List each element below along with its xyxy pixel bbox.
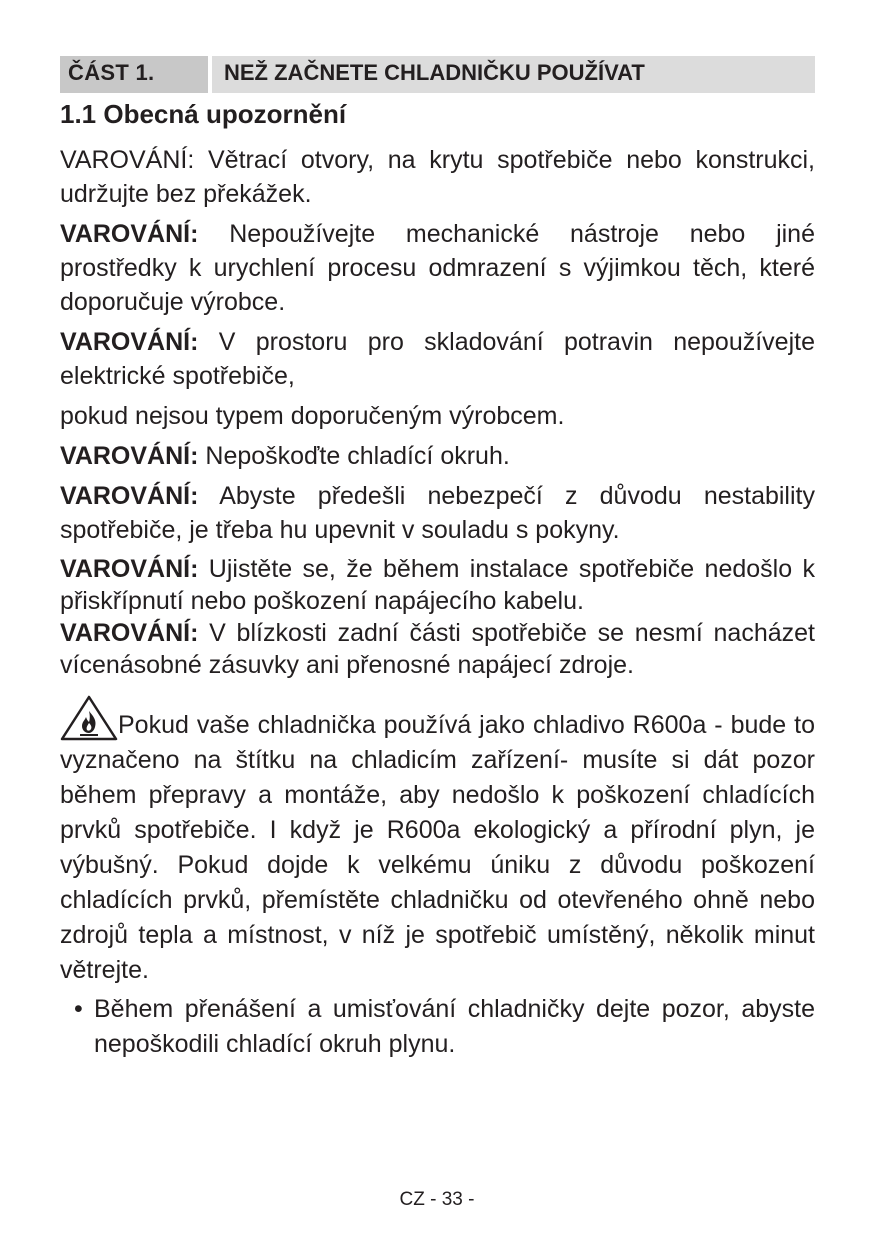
warning-text: Větrací otvory, na krytu spotřebiče nebo konstrukci, udržujte bez překážek. — [60, 146, 815, 208]
warning-text: Ujistěte se, že během instalace spotřebiče nedošlo k přiskřípnutí nebo poškození napájecího kabelu. — [60, 555, 815, 615]
flammable-refrigerant-notice — [60, 695, 815, 988]
hazard-text: Pokud vaše chladnička používá jako chladivo R600a - bude to vyznačeno na štítku na chladicím zařízení- musíte si dát pozor během přepravy a montáže, aby nedošlo k poškození chladících prvků spotřebiče. I když je R600a ekologický a přírodní plyn, je výbušný. Pokud dojde k velkému úniku z důvodu poškození chladících prvků, přemístěte chladničku od otevřeného ohně nebo zdrojů tepla a místnost, v níž je spotřebič umístěný, několik minut větrejte. — [60, 711, 815, 984]
warning-label: VAROVÁNÍ: — [60, 146, 195, 174]
warning-defrost — [60, 217, 815, 319]
list-item — [60, 992, 815, 1062]
warning-refrigerant-circuit — [60, 439, 815, 473]
warning-power-cable — [60, 553, 815, 617]
warning-stability — [60, 479, 815, 547]
bullet-text: Během přenášení a umisťování chladničky dejte pozor, abyste nepoškodili chladící okruh plynu. — [94, 995, 815, 1058]
section-heading: 1.1 Obecná upozornění — [60, 99, 347, 129]
warning-text: V prostoru pro skladování potravin nepoužívejte elektrické spotřebiče, — [60, 328, 815, 390]
bullet-marker: • — [74, 995, 83, 1023]
flammable-warning-icon — [60, 695, 118, 741]
document-page — [60, 56, 815, 1062]
chapter-header — [60, 56, 815, 93]
warning-vents — [60, 143, 815, 211]
warning-text: V blízkosti zadní části spotřebiče se nesmí nacházet vícenásobné zásuvky ani přenosné napájecí zdroje. — [60, 619, 815, 679]
warning-text: Nepoužívejte mechanické nástroje nebo jiné prostředky k urychlení procesu odmrazení s výjimkou těch, které doporučuje výrobce. — [60, 220, 815, 316]
warning-label: VAROVÁNÍ: — [60, 555, 199, 583]
warning-power-strips — [60, 617, 815, 681]
warning-label: VAROVÁNÍ: — [60, 328, 199, 356]
warning-continuation: pokud nejsou typem doporučeným výrobcem. — [60, 402, 565, 430]
warning-label: VAROVÁNÍ: — [60, 220, 199, 248]
warning-electrical-appliances — [60, 325, 815, 393]
warning-label: VAROVÁNÍ: — [60, 619, 199, 647]
warning-text: Abyste předešli nebezpečí z důvodu nestability spotřebiče, je třeba hu upevnit v souladu s pokyny. — [60, 482, 815, 544]
chapter-number: ČÁST 1. — [68, 60, 155, 85]
chapter-title: NEŽ ZAČNETE CHLADNIČKU POUŽÍVAT — [224, 60, 645, 85]
warning-text: Nepoškoďte chladící okruh. — [198, 442, 510, 470]
warning-label: VAROVÁNÍ: — [60, 482, 199, 510]
page-number: CZ - 33 - — [399, 1189, 475, 1210]
warning-label: VAROVÁNÍ: — [60, 442, 199, 470]
